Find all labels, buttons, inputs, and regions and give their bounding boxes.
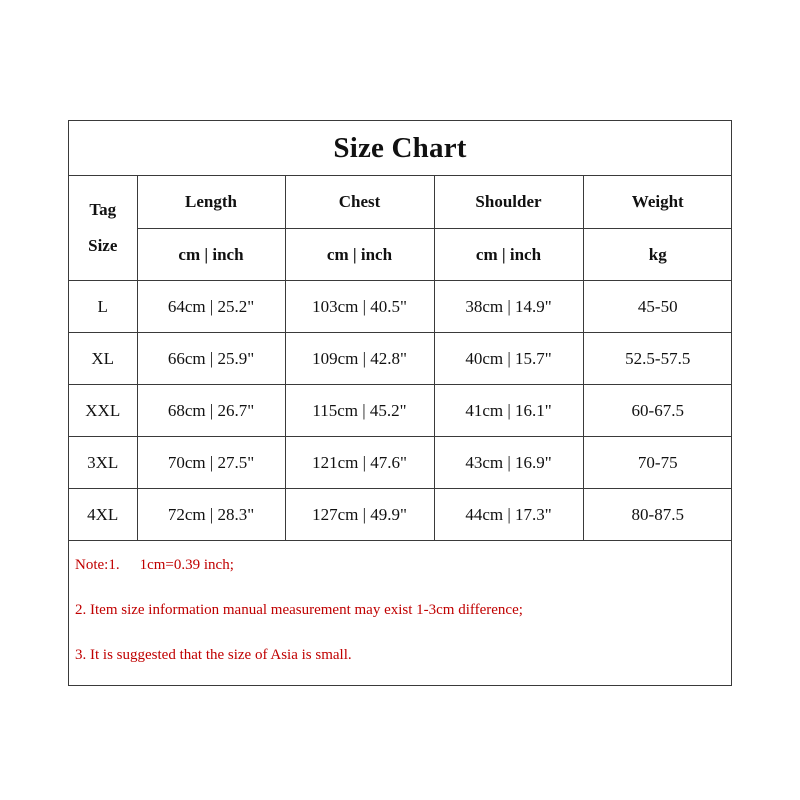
unit-row [69, 229, 732, 281]
size-cell: XXL [69, 385, 137, 437]
chest-cell: 127cm | 49.9" [285, 489, 434, 541]
unit-weight: kg [583, 229, 732, 281]
size-cell: XL [69, 333, 137, 385]
table-row [69, 437, 732, 489]
shoulder-cell: 41cm | 16.1" [434, 385, 583, 437]
notes-section [69, 541, 731, 692]
title-row [69, 121, 731, 176]
shoulder-cell: 43cm | 16.9" [434, 437, 583, 489]
shoulder-cell: 40cm | 15.7" [434, 333, 583, 385]
table-row [69, 385, 732, 437]
weight-cell: 70-75 [583, 437, 732, 489]
tag-label: Tag [89, 200, 117, 219]
shoulder-cell: 38cm | 14.9" [434, 281, 583, 333]
unit-chest: cm | inch [285, 229, 434, 281]
size-cell: L [69, 281, 137, 333]
unit-shoulder: cm | inch [434, 229, 583, 281]
chest-cell: 115cm | 45.2" [285, 385, 434, 437]
shoulder-cell: 44cm | 17.3" [434, 489, 583, 541]
length-cell: 72cm | 28.3" [137, 489, 285, 541]
header-row [69, 176, 732, 229]
weight-cell: 45-50 [583, 281, 732, 333]
note-text-1: 1cm=0.39 inch; [139, 557, 234, 573]
length-cell: 68cm | 26.7" [137, 385, 285, 437]
size-cell: 4XL [69, 489, 137, 541]
length-cell: 64cm | 25.2" [137, 281, 285, 333]
weight-cell: 60-67.5 [583, 385, 732, 437]
size-chart [68, 120, 732, 686]
column-header-chest: Chest [285, 176, 434, 229]
weight-cell: 52.5-57.5 [583, 333, 732, 385]
column-header-weight: Weight [583, 176, 732, 229]
chart-title: Size Chart [333, 131, 467, 164]
note-line-1 [75, 557, 731, 602]
length-cell: 70cm | 27.5" [137, 437, 285, 489]
chest-cell: 103cm | 40.5" [285, 281, 434, 333]
table-row [69, 333, 732, 385]
note-line-2: 2. Item size information manual measurement may exist 1-3cm difference; [75, 602, 523, 618]
size-label: Size [88, 236, 118, 255]
chest-cell: 121cm | 47.6" [285, 437, 434, 489]
unit-length: cm | inch [137, 229, 285, 281]
weight-cell: 80-87.5 [583, 489, 732, 541]
size-cell: 3XL [69, 437, 137, 489]
tag-size-header [69, 176, 137, 281]
note-line-3: 3. It is suggested that the size of Asia is small. [75, 647, 352, 663]
chest-cell: 109cm | 42.8" [285, 333, 434, 385]
length-cell: 66cm | 25.9" [137, 333, 285, 385]
table-row [69, 489, 732, 541]
size-table [69, 176, 732, 541]
table-row [69, 281, 732, 333]
note-prefix: Note:1. [75, 557, 120, 573]
column-header-shoulder: Shoulder [434, 176, 583, 229]
column-header-length: Length [137, 176, 285, 229]
